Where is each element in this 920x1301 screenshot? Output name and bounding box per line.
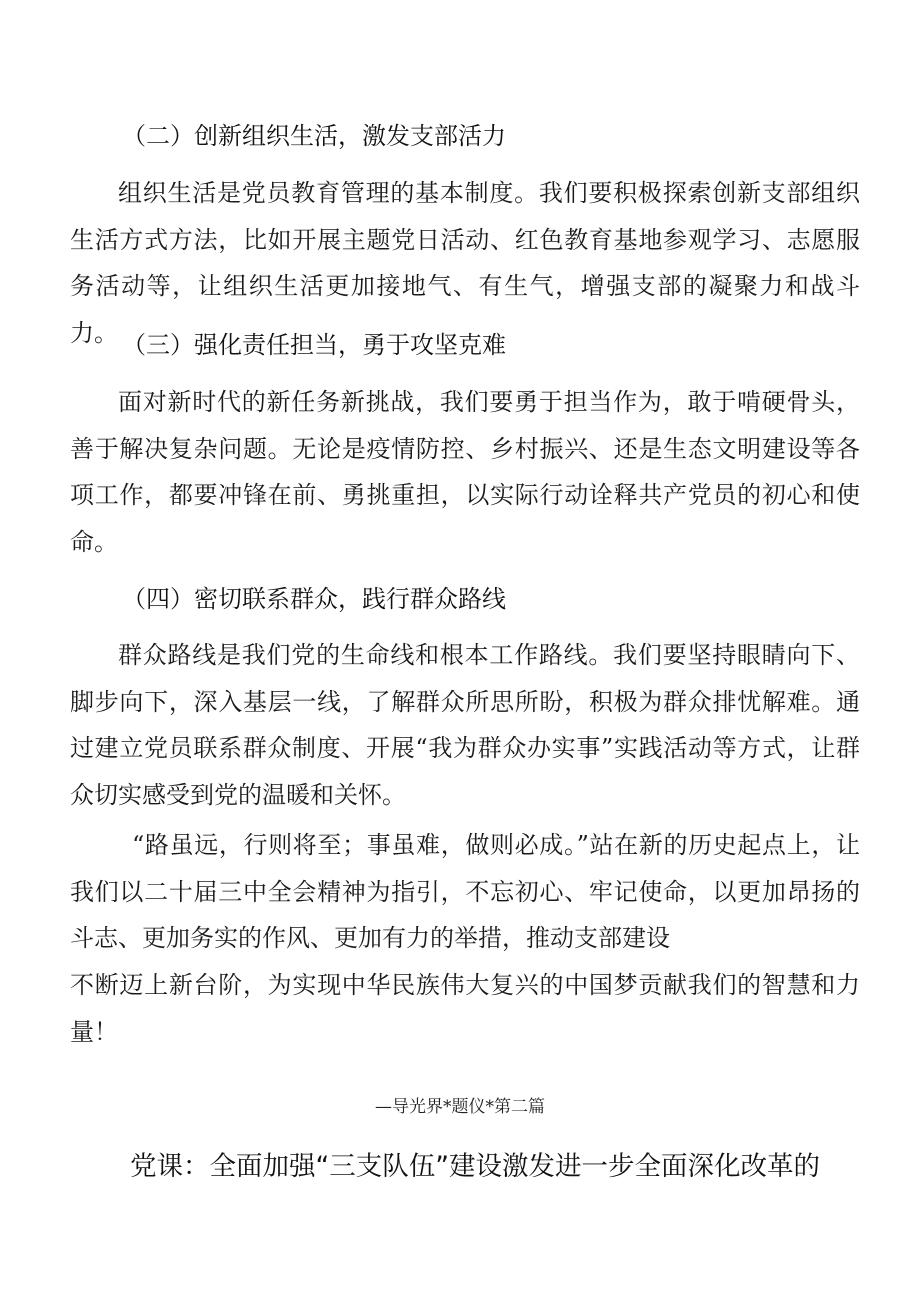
section-body-4: 群众路线是我们党的生命线和根本工作路线。我们要坚持眼睛向下、脚步向下，深入基层一线，了解群众所思所盼，积极为群众排忧解难。通过建立党员联系群众制度、开展“我为群众办实事”实践活动等方式，让群众切实感受到党的温暖和关怀。 xyxy=(70,641,860,810)
section-heading-4: （四）密切联系群众，践行群众路线 xyxy=(122,585,506,613)
closing-quote-paragraph: “路虽远，行则将至；事虽难，做则必成。”站在新的历史起点上，让我们以二十届三中全会精神为指引，不忘初心、牢记使命，以更加昂扬的斗志、更加务实的作风、更加有力的举措，推动支部建设 xyxy=(70,831,860,953)
section-body-3: 面对新时代的新任务新挑战，我们要勇于担当作为，敢于啃硬骨头，善于解决复杂问题。无论是疫情防控、乡村振兴、还是生态文明建设等各项工作，都要冲锋在前、勇挑重担，以实际行动诠释共产党员的初心和使命。 xyxy=(70,388,860,557)
section-heading-3: （三）强化责任担当，勇于攻坚克难 xyxy=(122,331,506,359)
article-separator: —导光界*题仪*第二篇 xyxy=(375,1097,545,1117)
section-heading-2: （二）创新组织生活，激发支部活力 xyxy=(122,122,506,150)
closing-continuation: 不断迈上新台阶，为实现中华民族伟大复兴的中国梦贡献我们的智慧和力量！ xyxy=(70,971,860,1046)
section-body-2: 组织生活是党员教育管理的基本制度。我们要积极探索创新支部组织生活方式方法，比如开展主题党日活动、红色教育基地参观学习、志愿服务活动等，让组织生活更加接地气、有生气，增强支部的凝聚力和战斗力。 xyxy=(70,179,860,348)
next-article-title: 党课：全面加强“三支队伍”建设激发进一步全面深化改革的 xyxy=(130,1151,820,1182)
